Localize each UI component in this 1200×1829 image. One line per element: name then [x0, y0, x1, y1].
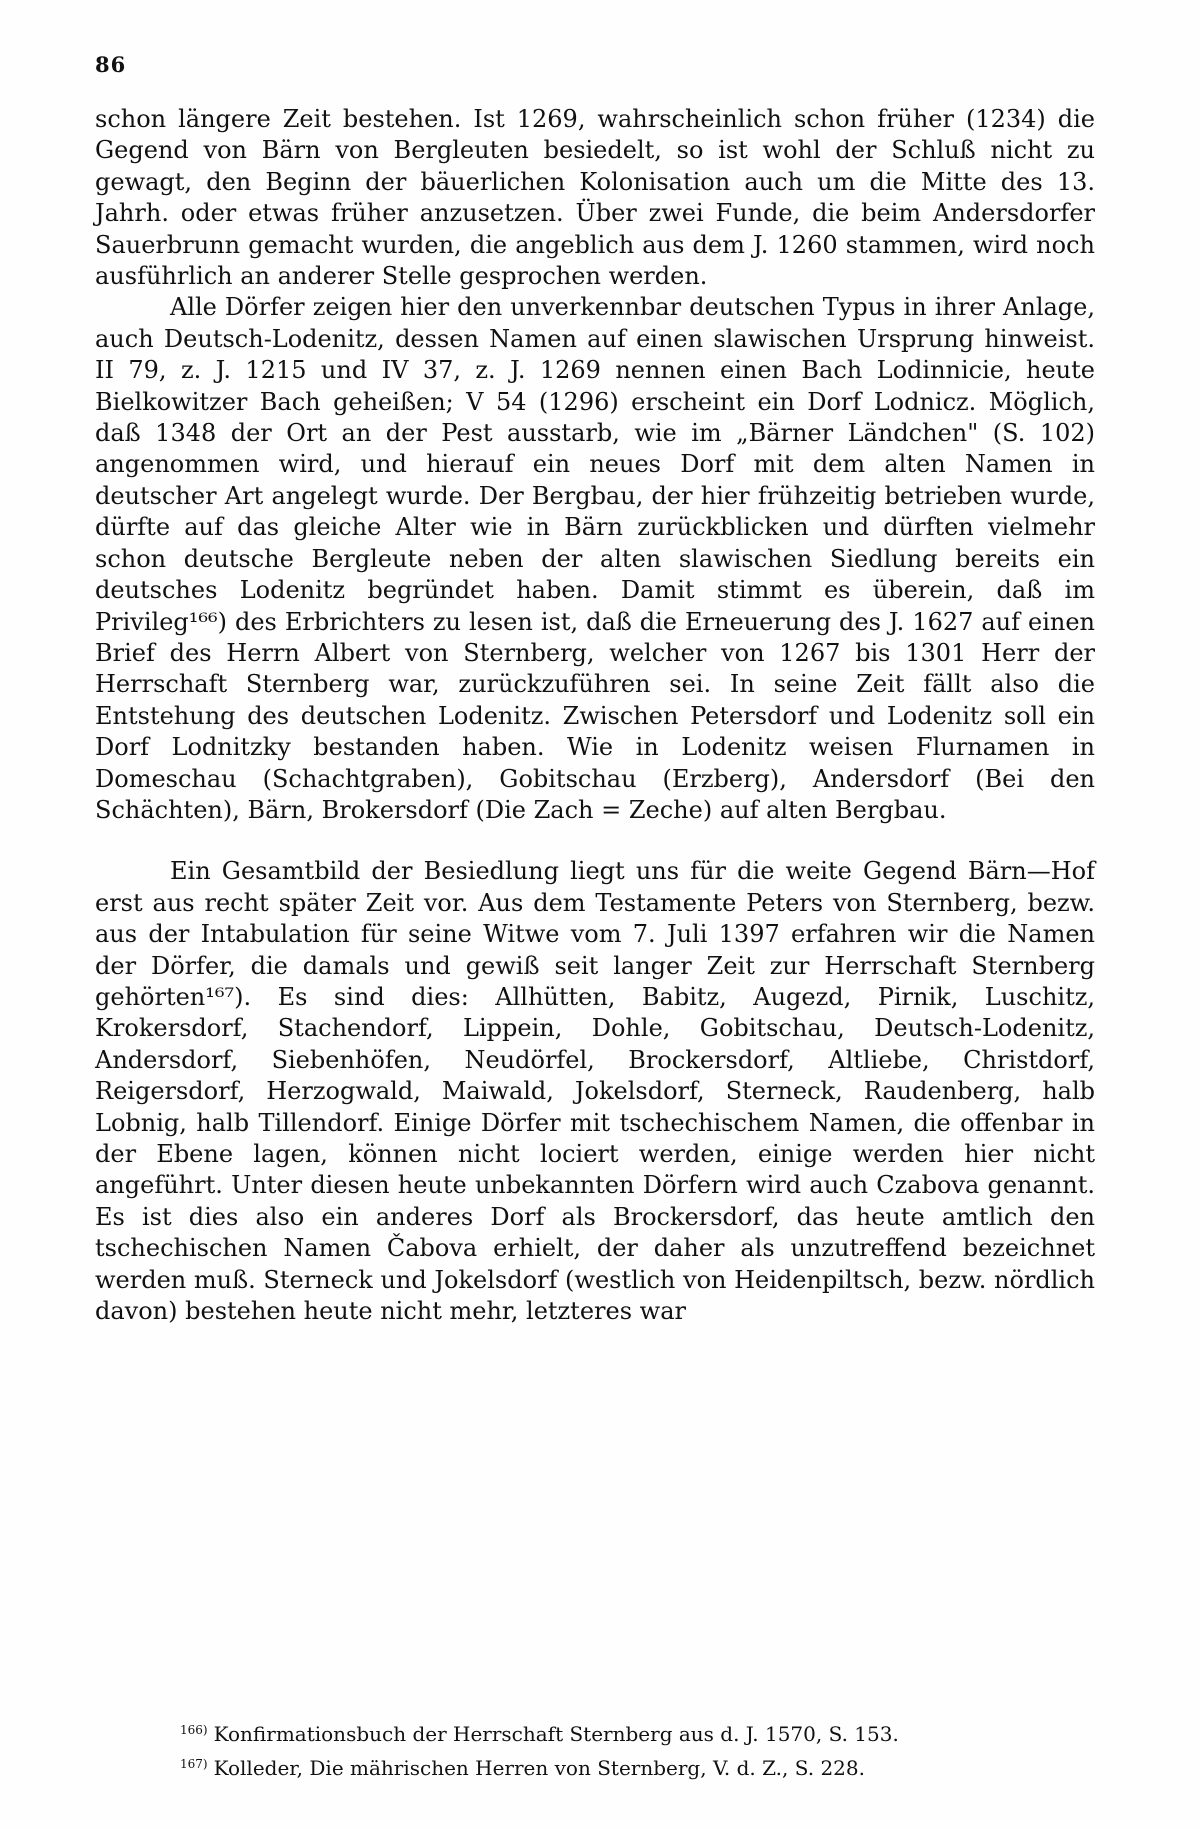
footnote-167 — [95, 1749, 1095, 1783]
paragraph-3: Ein Gesamtbild der Besiedlung liegt uns für die weite Gegend Bärn—Hof erst aus recht später Zeit vor. Aus dem Testamente Peters von Sternberg, bezw. aus der Intabulation für seine Witwe vom 7. Juli 1397 erfahren wir die Namen der Dörfer, die damals und gewiß seit langer Zeit zur Herrschaft Sternberg gehörten¹⁶⁷). Es sind dies: Allhütten, Babitz, Augezd, Pirnik, Luschitz, Krokersdorf, Stachendorf, Lippein, Dohle, Gobitschau, Deutsch-Lodenitz, Andersdorf, Siebenhöfen, Neudörfel, Brockersdorf, Altliebe, Christdorf, Reigersdorf, Herzogwald, Maiwald, Jokelsdorf, Sterneck, Raudenberg, halb Lobnig, halb Tillendorf. Einige Dörfer mit tschechischem Namen, die offenbar in der Ebene lagen, können nicht lociert werden, einige werden hier nicht angeführt. Unter diesen heute unbekannten Dörfern wird auch Czabova genannt. Es ist dies also ein anderes Dorf als Brockersdorf, das heute amtlich den tschechischen Namen Čabova erhielt, der daher als unzutreffend bezeichnet werden muß. Sterneck und Jokelsdorf (westlich von Heidenpiltsch, bezw. nördlich davon) bestehen heute nicht mehr, letzteres war — [95, 857, 1095, 1326]
footnotes — [95, 1715, 1095, 1783]
paragraph-2: Alle Dörfer zeigen hier den unverkennbar deutschen Typus in ihrer Anlage, auch Deutsch-Lodenitz, dessen Namen auf einen slawischen Ursprung hinweist. II 79, z. J. 1215 und IV 37, z. J. 1269 nennen einen Bach Lodinnicie, heute Bielkowitzer Bach geheißen; V 54 (1296) erscheint ein Dorf Lodnicz. Möglich, daß 1348 der Ort an der Pest ausstarb, wie im „Bärner Ländchen" (S. 102) angenommen wird, und hierauf ein neues Dorf mit dem alten Namen in deutscher Art angelegt wurde. Der Bergbau, der hier frühzeitig betrieben wurde, dürfte auf das gleiche Alter wie in Bärn zurückblicken und dürften vielmehr schon deutsche Bergleute neben der alten slawischen Siedlung bereits ein deutsches Lodenitz begründet haben. Damit stimmt es überein, daß im Privileg¹⁶⁶) des Erbrichters zu lesen ist, daß die Erneuerung des J. 1627 auf einen Brief des Herrn Albert von Sternberg, welcher von 1267 bis 1301 Herr der Herrschaft Sternberg war, zurückzuführen sei. In seine Zeit fällt also die Entstehung des deutschen Lodenitz. Zwischen Petersdorf und Lodenitz soll ein Dorf Lodnitzky bestanden haben. Wie in Lodenitz weisen Flurnamen in Domeschau (Schachtgraben), Gobitschau (Erzberg), Andersdorf (Bei den Schächten), Bärn, Brokersdorf (Die Zach = Zeche) auf alten Bergbau. — [95, 293, 1095, 824]
page-number: 86 — [95, 52, 127, 77]
footnote-text: Kolleder, Die mährischen Herren von Sternberg, V. d. Z., S. 228. — [213, 1756, 865, 1780]
footnote-166 — [95, 1715, 1095, 1749]
paragraph-1: schon längere Zeit bestehen. Ist 1269, wahrscheinlich schon früher (1234) die Gegend von Bärn von Bergleuten besiedelt, so ist wohl der Schluß nicht zu gewagt, den Beginn der bäuerlichen Kolonisation auch um die Mitte des 13. Jahrh. oder etwas früher anzusetzen. Über zwei Funde, die beim Andersdorfer Sauerbrunn gemacht wurden, die angeblich aus dem J. 1260 stammen, wird noch ausführlich an anderer Stelle gesprochen werden. — [95, 105, 1095, 291]
footnote-text: Konfirmationsbuch der Herrschaft Sternberg aus d. J. 1570, S. 153. — [213, 1722, 899, 1746]
footnote-number: 167) — [180, 1757, 208, 1771]
footnote-number: 166) — [180, 1723, 208, 1737]
body-text — [95, 104, 1095, 1327]
